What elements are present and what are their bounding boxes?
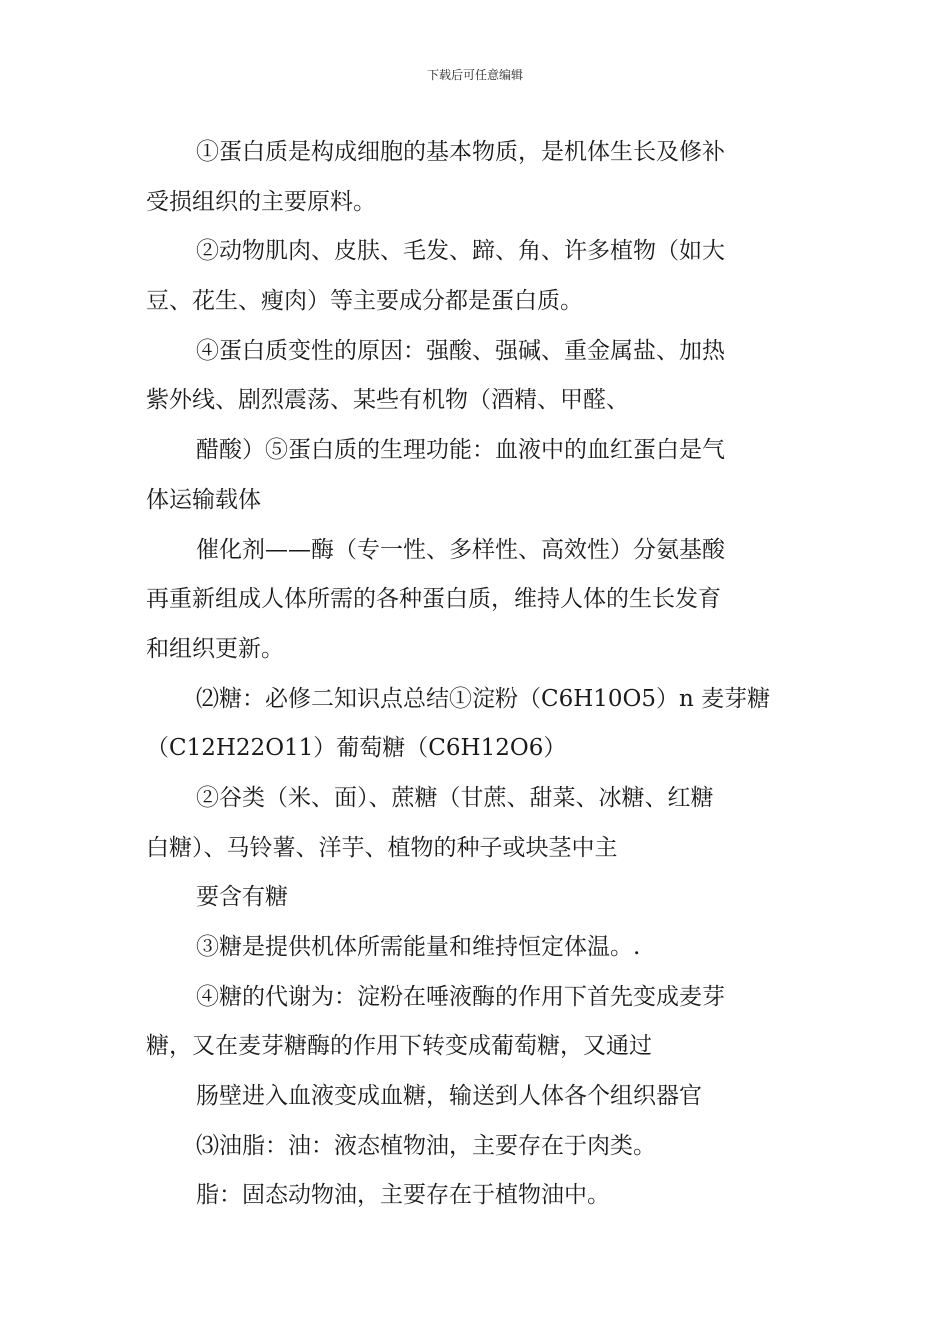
text-line: 要含有糖 [196, 884, 288, 911]
text-line: 脂：固态动物油，主要存在于植物油中。 [196, 1182, 610, 1209]
text-line: （C12H22O11）葡萄糖（C6H12O6） [146, 735, 567, 762]
document-body [146, 128, 810, 1221]
page-header: 下载后可任意编辑 [426, 68, 523, 82]
text-line: 和组织更新。 [146, 635, 284, 662]
text-line: ②谷类（米、面）、蔗糖（甘蔗、甜菜、冰糖、红糖 [196, 784, 714, 811]
text-line: ③糖是提供机体所需能量和维持恒定体温。. [196, 934, 641, 960]
text-line: 催化剂——酶（专一性、多样性、高效性）分氨基酸 [196, 536, 725, 563]
text-line: 醋酸）⑤蛋白质的生理功能：血液中的血红蛋白是气 [196, 437, 725, 464]
text-line: 肠壁进入血液变成血糖，输送到人体各个组织器官 [196, 1083, 702, 1110]
text-line: ⑵糖：必修二知识点总结①淀粉（C6H10O5）n 麦芽糖 [196, 685, 771, 712]
text-line: 豆、花生、瘦肉）等主要成分都是蛋白质。 [146, 288, 583, 315]
text-line: ②动物肌肉、皮肤、毛发、蹄、角、许多植物（如大 [196, 238, 725, 265]
text-line: ⑶油脂：油：液态植物油，主要存在于肉类。 [196, 1132, 656, 1159]
text-line: 体运输载体 [146, 486, 261, 513]
text-line: 糖，又在麦芽糖酶的作用下转变成葡萄糖，又通过 [146, 1033, 652, 1060]
text-line: 受损组织的主要原料。 [146, 188, 376, 215]
text-line: 再重新组成人体所需的各种蛋白质，维持人体的生长发育 [146, 586, 721, 613]
text-line: ④糖的代谢为：淀粉在唾液酶的作用下首先变成麦芽 [196, 983, 725, 1010]
text-line: ④蛋白质变性的原因：强酸、强碱、重金属盐、加热 [196, 337, 725, 364]
text-line: 白糖）、马铃薯、洋芋、植物的种子或块茎中主 [146, 834, 618, 861]
text-line: 紫外线、剧烈震荡、某些有机物（酒精、甲醛、 [146, 387, 629, 414]
text-line: ①蛋白质是构成细胞的基本物质，是机体生长及修补 [196, 139, 725, 165]
